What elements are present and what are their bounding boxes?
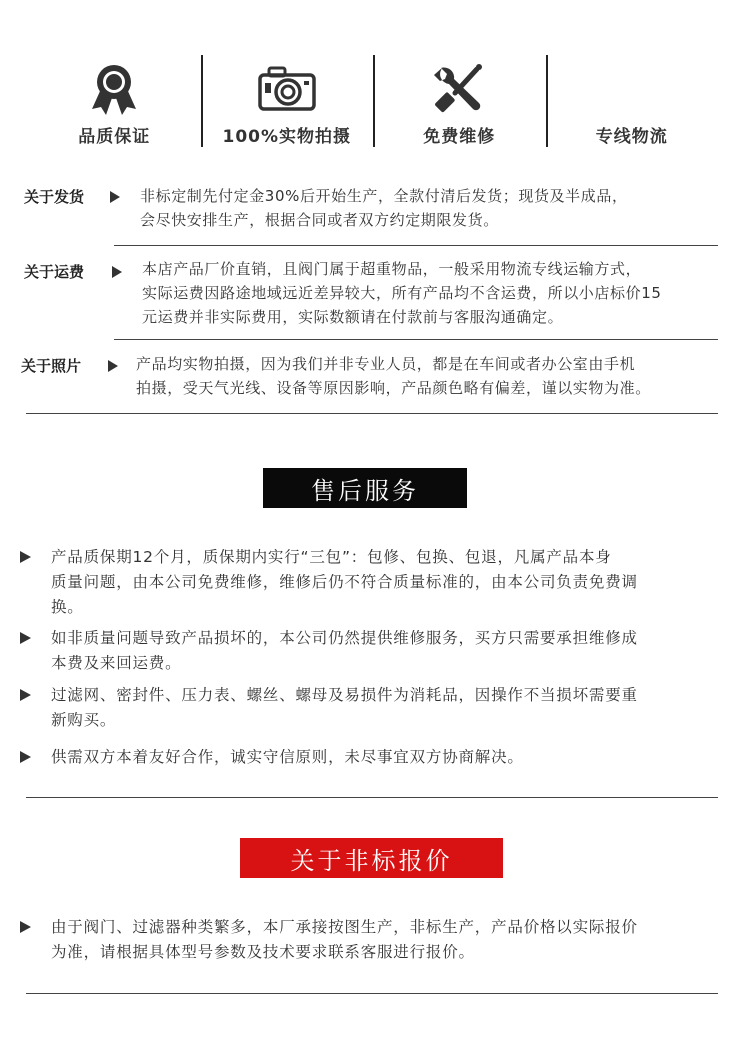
after-sales-title: 售后服务 [311,476,419,505]
triangle-icon [20,921,31,933]
info-head: 关于运费 [24,263,85,281]
feature-logistics [546,55,719,147]
feature-row [28,55,718,147]
triangle-icon [108,360,118,372]
feature-label: 免费维修 [423,127,496,147]
quote-banner [240,838,503,878]
feature-repair [373,55,546,147]
triangle-icon [20,689,31,701]
feature-label: 专线物流 [595,127,668,147]
info-head: 关于照片 [21,357,82,375]
info-body: 产品均实物拍摄，因为我们并非专业人员，都是在车间或者办公室由手机 拍摄，受天气光线、设备等原因影响，产品颜色略有偏差，谨以实物为准。 [136,355,651,397]
after-sales-banner [263,468,467,508]
award-ribbon-icon [84,61,144,117]
triangle-icon [20,751,31,763]
info-body: 本店产品厂价直销，且阀门属于超重物品，一般采用物流专线运输方式， 实际运费因路途地域远近差异较大，所有产品均不含运费，所以小店标价15 元运费并非实际费用，实际数额请在付款前与客服沟通确定。 [142,260,662,326]
triangle-icon [20,632,31,644]
divider [114,339,718,340]
feature-quality [28,55,201,147]
triangle-icon [20,551,31,563]
triangle-icon [112,266,122,278]
triangle-icon [110,191,120,203]
tools-icon [429,61,489,117]
quote-title: 关于非标报价 [290,846,453,875]
feature-label: 品质保证 [78,127,151,147]
divider [114,245,718,246]
divider [26,993,718,994]
feature-label: 100%实物拍摄 [222,127,352,147]
feature-photo [201,55,374,147]
info-head: 关于发货 [24,188,85,206]
divider [26,797,718,798]
divider [26,413,718,414]
camera-icon [257,61,317,117]
info-body: 非标定制先付定金30%后开始生产，全款付清后发货；现货及半成品， 会尽快安排生产，根据合同或者双方约定期限发货。 [140,187,628,229]
